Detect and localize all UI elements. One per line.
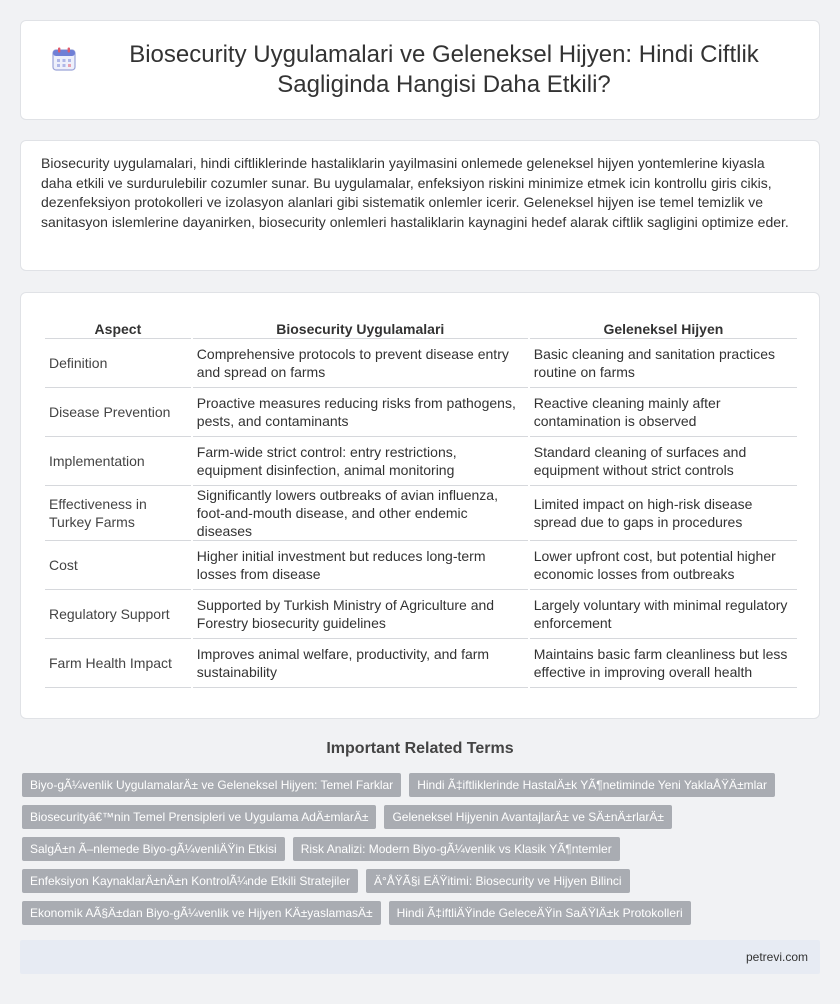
related-term-link[interactable]: Enfeksiyon KaynaklarÄ±nÄ±n KontrolÃ¼nde Etkili Stratejiler — [22, 869, 358, 893]
row-hygiene: Basic cleaning and sanitation practices routine on farms — [530, 339, 797, 388]
footer — [20, 940, 820, 974]
related-term-link[interactable]: Hindi Ã‡iftliÄŸinde GeleceÄŸin SaÄŸlÄ±k Protokolleri — [389, 901, 691, 925]
header-biosecurity: Biosecurity Uygulamalari — [193, 313, 528, 339]
row-biosecurity: Improves animal welfare, productivity, and farm sustainability — [193, 639, 528, 688]
related-term-link[interactable]: Risk Analizi: Modern Biyo-gÃ¼venlik vs Klasik YÃ¶ntemler — [293, 837, 620, 861]
intro-card — [20, 140, 820, 271]
row-biosecurity: Farm-wide strict control: entry restrictions, equipment disinfection, animal monitoring — [193, 437, 528, 486]
footer-site-link[interactable]: petrevi.com — [745, 950, 808, 964]
related-term-link[interactable]: Hindi Ã‡iftliklerinde HastalÄ±k YÃ¶netiminde Yeni YaklaÅŸÄ±mlar — [409, 773, 775, 797]
related-term-link[interactable]: SalgÄ±n Ã–nlemede Biyo-gÃ¼venliÄŸin Etkisi — [22, 837, 285, 861]
related-terms-tags — [22, 773, 818, 925]
related-term-link[interactable]: Geleneksel Hijyenin AvantajlarÄ± ve SÄ±nÄ±rlarÄ± — [384, 805, 672, 829]
related-term-link[interactable]: Ä°ÅŸÃ§i EÄŸitimi: Biosecurity ve Hijyen Bilinci — [366, 869, 630, 893]
table-header-row — [45, 313, 797, 339]
table-row — [45, 437, 797, 486]
related-term-link[interactable]: Biosecurityâ€™nin Temel Prensipleri ve Uygulama AdÄ±mlarÄ± — [22, 805, 376, 829]
comparison-table — [43, 313, 799, 688]
row-aspect: Definition — [45, 339, 191, 388]
table-row — [45, 639, 797, 688]
related-terms-title: Important Related Terms — [326, 740, 514, 757]
row-aspect: Farm Health Impact — [45, 639, 191, 688]
row-hygiene: Limited impact on high-risk disease spread due to gaps in procedures — [530, 486, 797, 541]
row-biosecurity: Higher initial investment but reduces long-term losses from disease — [193, 541, 528, 590]
table-row — [45, 590, 797, 639]
row-hygiene: Lower upfront cost, but potential higher economic losses from outbreaks — [530, 541, 797, 590]
row-biosecurity: Proactive measures reducing risks from pathogens, pests, and contaminants — [193, 388, 528, 437]
table-row — [45, 486, 797, 541]
row-aspect: Cost — [45, 541, 191, 590]
table-row — [45, 339, 797, 388]
related-term-link[interactable]: Ekonomik AÃ§Ä±dan Biyo-gÃ¼venlik ve Hijyen KÄ±yaslamasÄ± — [22, 901, 381, 925]
row-aspect: Implementation — [45, 437, 191, 486]
row-hygiene: Largely voluntary with minimal regulatory enforcement — [530, 590, 797, 639]
table-row — [45, 388, 797, 437]
related-term-link[interactable]: Biyo-gÃ¼venlik UygulamalarÄ± ve Geleneksel Hijyen: Temel Farklar — [22, 773, 401, 797]
intro-text: Biosecurity uygulamalari, hindi ciftliklerinde hastaliklarin yayilmasini onlemede geleneksel hijyen yontemlerine kiyasla daha etkili ve surdurulebilir cozumler sunar. Bu uygulamalar, enfeksiyon riskini minimize etmek icin kontrollu giris cikis, dezenfeksiyon protokolleri ve izolasyon alanlari gibi sistematik onlemler icerir. Geleneksel hijyen ise temel temizlik ve sanitasyon islemlerine dayanirken, biosecurity onlemleri hastaliklarin kaynagini hedef alarak ciftlik sagligini optimize eder. — [41, 155, 789, 230]
header-aspect: Aspect — [45, 313, 191, 339]
header-hygiene: Geleneksel Hijyen — [530, 313, 797, 339]
comparison-table-card — [20, 292, 820, 719]
row-biosecurity: Significantly lowers outbreaks of avian influenza, foot-and-mouth disease, and other endemic diseases — [193, 486, 528, 541]
row-hygiene: Standard cleaning of surfaces and equipment without strict controls — [530, 437, 797, 486]
row-hygiene: Maintains basic farm cleanliness but less effective in improving overall health — [530, 639, 797, 688]
calendar-icon — [51, 46, 77, 72]
row-aspect: Disease Prevention — [45, 388, 191, 437]
row-aspect: Effectiveness in Turkey Farms — [45, 486, 191, 541]
row-biosecurity: Comprehensive protocols to prevent disease entry and spread on farms — [193, 339, 528, 388]
title-card — [20, 20, 820, 120]
row-hygiene: Reactive cleaning mainly after contamination is observed — [530, 388, 797, 437]
title-wrap — [21, 40, 819, 100]
table-row — [45, 541, 797, 590]
page-title: Biosecurity Uygulamalari ve Geleneksel Hijyen: Hindi Ciftlik Sagliginda Hangisi Daha Etkili? — [129, 41, 759, 98]
row-biosecurity: Supported by Turkish Ministry of Agriculture and Forestry biosecurity guidelines — [193, 590, 528, 639]
row-aspect: Regulatory Support — [45, 590, 191, 639]
